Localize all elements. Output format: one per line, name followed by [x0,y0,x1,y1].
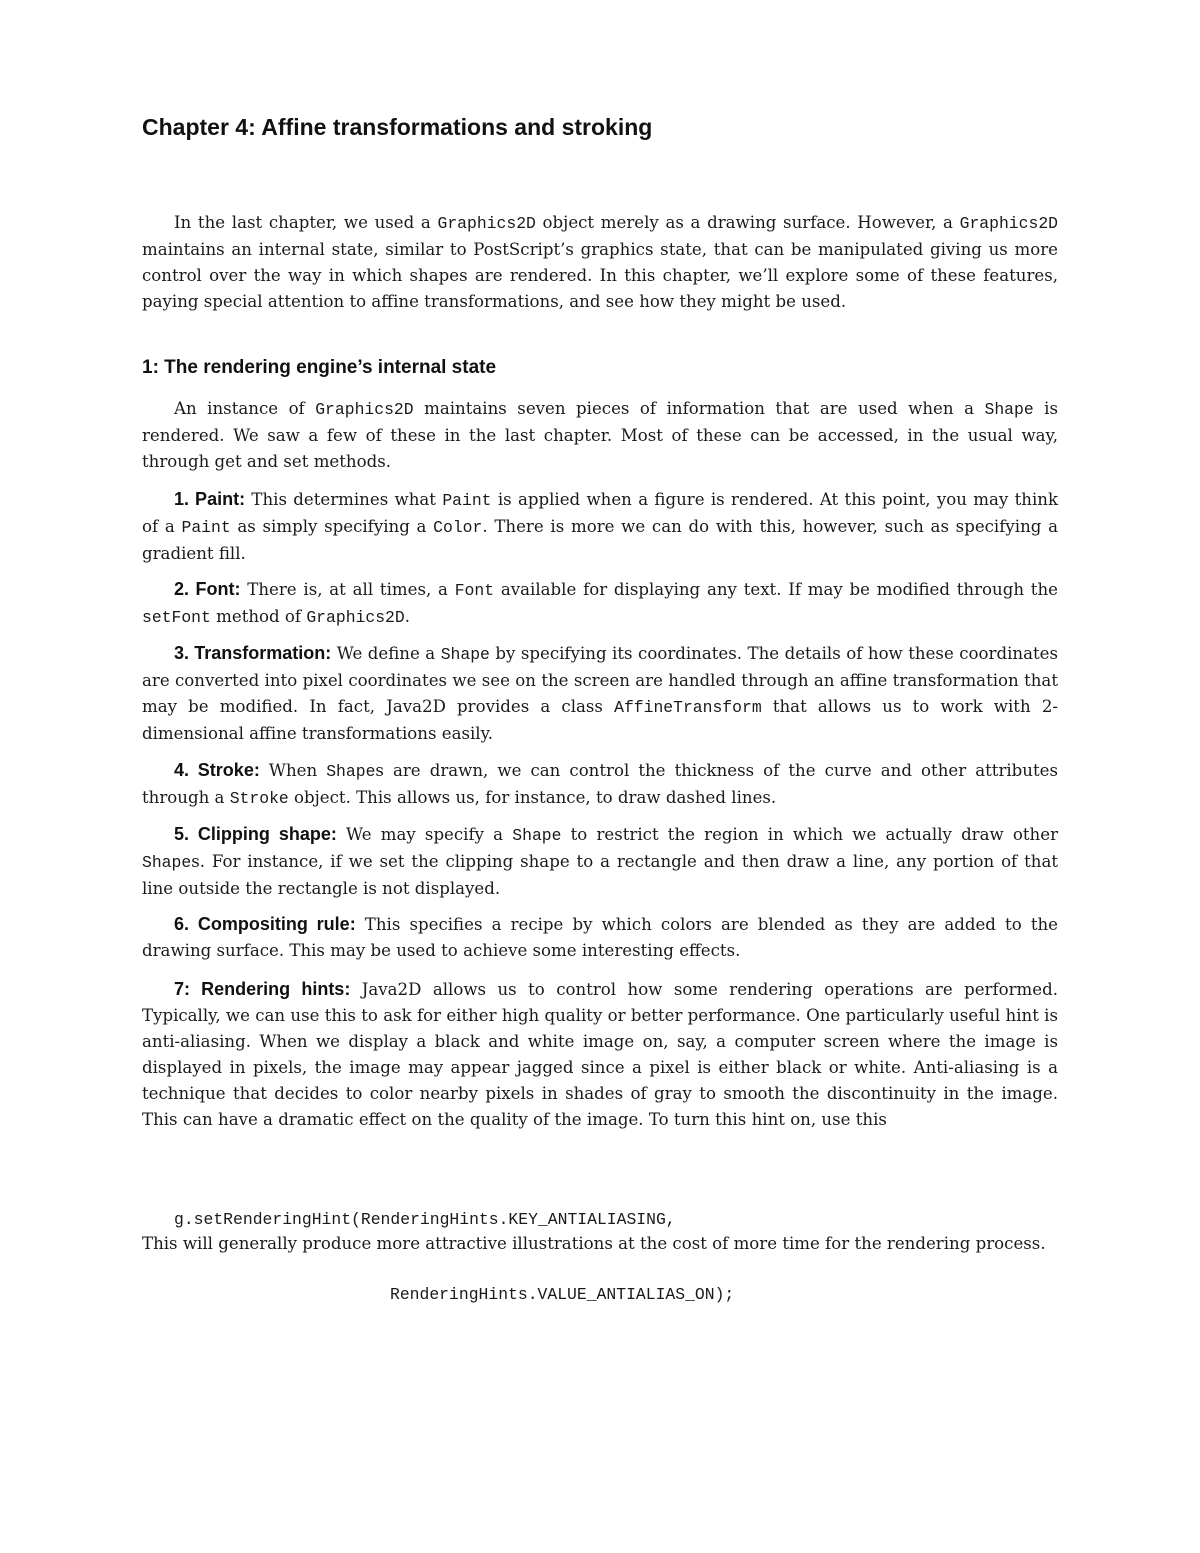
item-stroke-text-2: s are drawn, we can control the thickness of the curve and other attributes through a [142,761,1058,807]
item-font-code-3: Graphics2D [306,608,405,627]
item-font-heading: 2. Font: [174,579,241,599]
item-transformation-text-1: We define a [331,644,441,663]
section-intro-paragraph [142,396,1058,475]
intro-text-1: In the last chapter, we used a [174,213,438,232]
item-paint-text-4: . There is more we can do with this, however, such as specifying a gradient fill. [142,517,1058,563]
item-clipping-heading: 5. Clipping shape: [174,824,337,844]
item-paint [142,486,1058,567]
code-block [174,1157,734,1357]
item-clipping [142,821,1058,902]
item-paint-code-2: Paint [181,518,231,537]
item-transformation-code-2: AffineTransform [614,698,762,717]
item-paint-text-3: as simply specifying a [230,517,434,536]
intro-code-1: Graphics2D [437,214,536,233]
intro-text-2: object merely as a drawing surface. However, a [535,213,960,232]
item-transformation [142,640,1058,747]
item-paint-code-3: Color [433,518,483,537]
item-font-code-2: setFont [142,608,211,627]
item-font-text-1: There is, at all times, a [240,580,455,599]
item-stroke-heading: 4. Stroke: [174,760,260,780]
item-compositing-heading: 6. Compositing rule: [174,914,356,934]
item-transformation-code-1: Shape [440,645,490,664]
chapter-title: Chapter 4: Affine transformations and stroking [142,114,653,140]
item-transformation-heading: 3. Transformation: [174,643,332,663]
section-intro-code-1: Graphics2D [315,400,414,419]
intro-text-3: maintains an internal state, similar to PostScript’s graphics state, that can be manipulated giving us more control over the way in which shapes are rendered. In this chapter, we’ll explore some of these features, paying special attention to affine transformations, and see how they might be used. [142,240,1058,311]
item-font-text-2: available for displaying any text. If may be modified through the [494,580,1058,599]
item-paint-text-1: This determines what [245,490,443,509]
item-font-text-4: . [404,607,410,626]
section-intro-text-3: is rendered. We saw a few of these in the last chapter. Most of these can be accessed, in the usual way, through get and set methods. [142,399,1059,471]
item-stroke [142,757,1058,812]
item-hints-text-1: Java2D allows us to control how some rendering operations are performed. Typically, we can use this to ask for either high quality or better performance. One particularly useful hint is anti-aliasing. When we display a black and white image on, say, a computer screen where the image is displayed in pixels, the image may appear jagged since a pixel is either black or white. Anti-aliasing is a technique that decides to color nearby pixels in shades of gray to smooth the discontinuity in the image. This can have a dramatic effect on the quality of the image. To turn this hint on, use this [142,980,1058,1129]
code-line-1: g.setRenderingHint(RenderingHints.KEY_ANTIALIASING, [174,1210,676,1229]
item-compositing-text-1: This specifies a recipe by which colors are blended as they are added to the drawing surface. This may be used to achieve some interesting effects. [142,915,1058,960]
item-hints-heading: 7: Rendering hints: [174,979,351,999]
section-intro-code-2: Shape [984,400,1034,419]
item-clipping-code-2: Shape [142,853,192,872]
item-font [142,576,1058,631]
closing-paragraph: This will generally produce more attractive illustrations at the cost of more time for the rendering process. [142,1234,1046,1253]
item-clipping-code-1: Shape [512,826,562,845]
item-stroke-text-3: object. This allows us, for instance, to draw dashed lines. [288,788,777,807]
intro-paragraph [142,210,1058,315]
item-font-text-3: method of [210,607,307,626]
item-font-code-1: Font [454,581,495,600]
section-intro-text-1: An instance of [174,399,316,418]
item-clipping-text-3: s. For instance, if we set the clipping shape to a rectangle and then draw a line, any portion of that line outside the rectangle is not displayed. [142,852,1058,898]
item-paint-text-2: is applied when a figure is rendered. At this point, you may think of a [142,490,1058,536]
item-compositing [142,911,1058,964]
item-paint-heading: 1. Paint: [174,489,246,509]
item-stroke-text-1: When [259,761,327,780]
item-stroke-code-2: Stroke [229,789,289,808]
item-transformation-text-3: that allows us to work with 2-dimensional affine transformations easily. [142,697,1058,743]
item-clipping-text-1: We may specify a [336,825,513,844]
intro-code-2: Graphics2D [959,214,1058,233]
item-transformation-text-2: by specifying its coordinates. The details of how these coordinates are converted into pixel coordinates we see on the screen are handled through an affine transformation that may be modified. In fact, Java2D provides a class [142,644,1058,716]
item-paint-code-1: Paint [442,491,492,510]
item-clipping-text-2: to restrict the region in which we actually draw other [561,825,1058,844]
section-title: 1: The rendering engine’s internal state [142,357,497,378]
code-line-2: RenderingHints.VALUE_ANTIALIAS_ON); [390,1285,735,1304]
item-stroke-code-1: Shape [326,762,376,781]
section-intro-text-2: maintains seven pieces of information that are used when a [413,399,985,418]
item-hints [142,976,1058,1133]
